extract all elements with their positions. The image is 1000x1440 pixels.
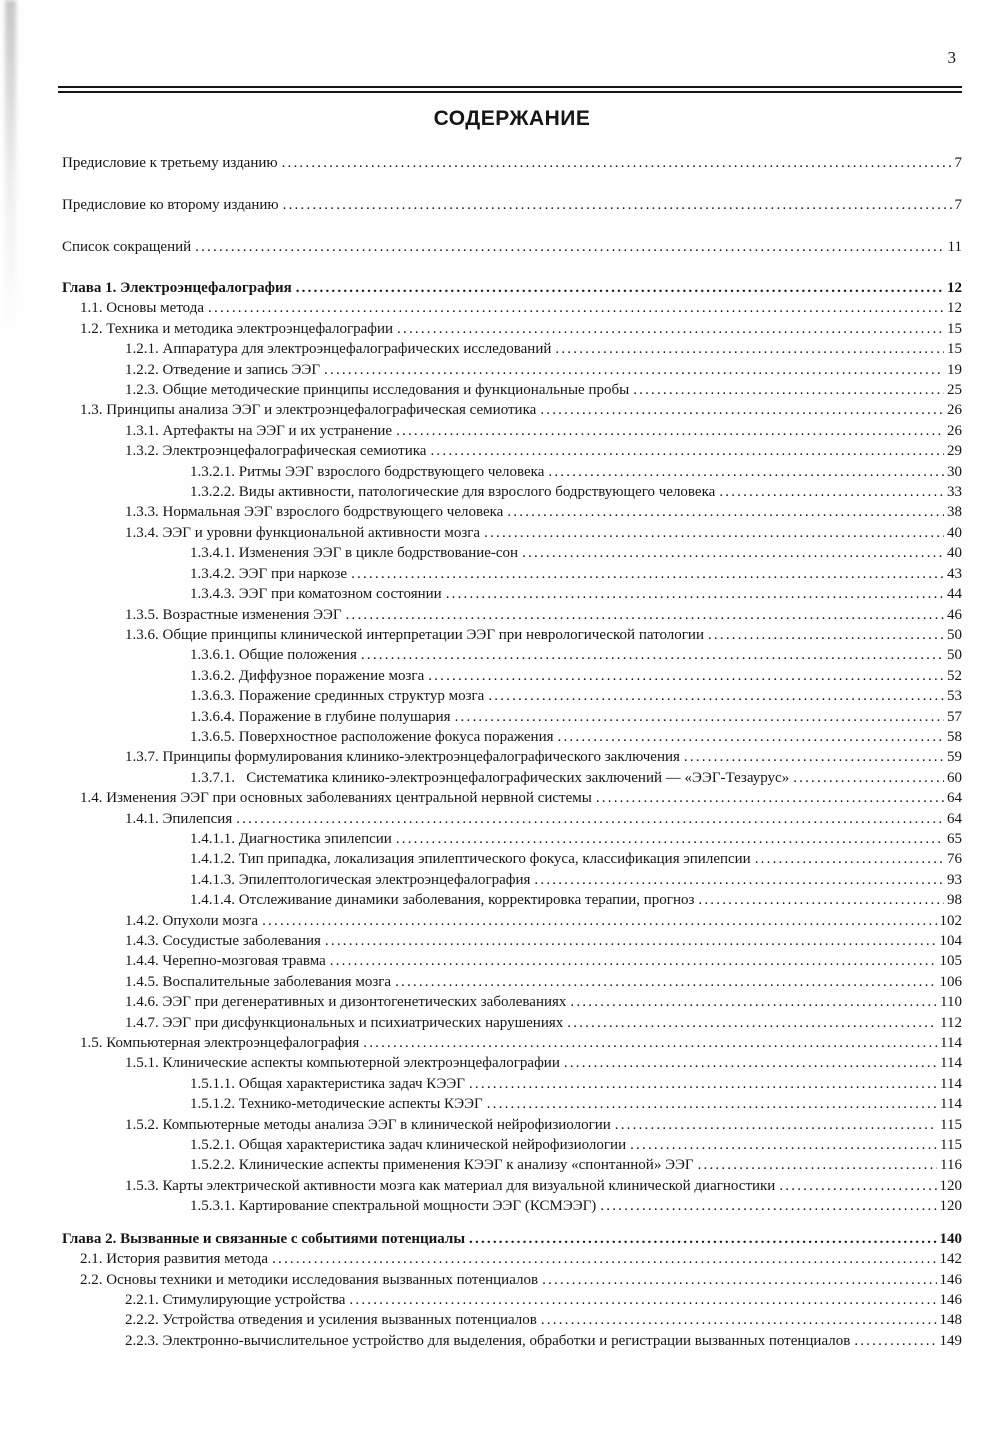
- toc-entry: [62, 380, 962, 400]
- toc-entry-label: 1.3.4.3. ЭЭГ при коматозном состоянии: [190, 586, 442, 603]
- toc-entry-page: 76: [947, 851, 962, 868]
- toc-entry-label: Глава 1. Электроэнцефалография: [62, 280, 292, 296]
- dot-leader: [779, 1176, 936, 1196]
- toc-entry-label: 1.4.1.1. Диагностика эпилепсии: [190, 830, 392, 847]
- dot-leader: [600, 1196, 936, 1216]
- chapter-heading: [62, 278, 962, 298]
- toc-entry-label: 1.4.7. ЭЭГ при дисфункциональных и психиатрических нарушениях: [125, 1014, 564, 1031]
- toc-entry-label: 1.4.1.4. Отслеживание динамики заболевания, корректировка терапии, прогноз: [190, 892, 695, 909]
- toc-entry-page: 146: [939, 1291, 962, 1308]
- toc-entry: [62, 605, 962, 625]
- toc-entry: [62, 298, 962, 318]
- toc-entry: [62, 951, 962, 971]
- toc-entry-label: 1.3.5. Возрастные изменения ЭЭГ: [125, 606, 342, 623]
- toc-entry-page: 46: [947, 606, 962, 623]
- dot-leader: [615, 1115, 937, 1135]
- toc-entry-page: 120: [939, 1198, 962, 1215]
- toc-entry-label: 2.2.3. Электронно-вычислительное устройство для выделения, обработки и регистрации вызванных потенциалов: [125, 1332, 851, 1349]
- toc-entry-page: 38: [947, 504, 962, 521]
- toc-entry-page: 116: [940, 1157, 962, 1174]
- toc-entry-page: 19: [947, 361, 962, 378]
- toc-entry: [62, 727, 962, 747]
- toc-entry-page: 44: [947, 586, 962, 603]
- dot-leader: [325, 931, 937, 951]
- toc-entry: [62, 707, 962, 727]
- dot-leader: [236, 809, 944, 829]
- toc-entry: [62, 1033, 962, 1053]
- toc-entry: [62, 1196, 962, 1216]
- toc-entry-label: 1.4.4. Черепно-мозговая травма: [125, 953, 326, 970]
- toc-entry-page: 114: [940, 1096, 962, 1113]
- toc-entry-page: 146: [939, 1271, 962, 1288]
- toc-entry-label: 1.3.2.1. Ритмы ЭЭГ взрослого бодрствующего человека: [190, 463, 545, 480]
- dot-leader: [363, 1033, 937, 1053]
- toc-entry-label: 1.3.6.3. Поражение срединных структур мозга: [190, 688, 485, 705]
- toc-entry-page: 65: [947, 830, 962, 847]
- toc-entry-page: 50: [947, 626, 962, 643]
- toc-entry: [62, 584, 962, 604]
- toc-entry: [62, 1074, 962, 1094]
- toc-entry: [62, 849, 962, 869]
- toc-entry: [62, 502, 962, 522]
- dot-leader: [395, 972, 936, 992]
- dot-leader: [567, 1013, 937, 1033]
- toc-entry-page: 26: [947, 402, 962, 419]
- dot-leader: [396, 829, 944, 849]
- toc-entry: [62, 1135, 962, 1155]
- toc-entry-label: 1.3.6. Общие принципы клинической интерпретации ЭЭГ при неврологической патологии: [125, 626, 704, 643]
- toc-entry-page: 60: [947, 769, 962, 786]
- toc-entry-page: 59: [947, 749, 962, 766]
- toc-entry: [62, 1115, 962, 1135]
- toc-entry-label: 1.5.1.2. Технико-методические аспекты КЭЭГ: [190, 1096, 483, 1113]
- toc-entry-page: 102: [939, 912, 962, 929]
- dot-leader: [684, 747, 944, 767]
- dot-leader: [793, 768, 944, 788]
- dot-leader: [596, 788, 944, 808]
- dot-leader: [282, 152, 952, 174]
- dot-leader: [548, 462, 944, 482]
- toc-entry-page: 53: [947, 688, 962, 705]
- dot-leader: [698, 1155, 937, 1175]
- toc-entry: [62, 768, 962, 788]
- toc-entry-label: Предисловие ко второму изданию: [62, 197, 279, 213]
- toc-entry-label: 1.5.3. Карты электрической активности мозга как материал для визуальной клинической диагностики: [125, 1177, 776, 1194]
- toc-entry-label: 1.5.3.1. Картирование спектральной мощности ЭЭГ (КСМЭЭГ): [190, 1198, 597, 1215]
- toc-entry-label: 1.5.2.1. Общая характеристика задач клинической нейрофизиологии: [190, 1137, 627, 1154]
- toc-entry-page: 58: [947, 728, 962, 745]
- toc-entry-label: 1.3.6.5. Поверхностное расположение фокуса поражения: [190, 728, 554, 745]
- toc-entry: [62, 462, 962, 482]
- toc-entry: [62, 339, 962, 359]
- toc-content: [62, 0, 962, 1351]
- toc-entry-page: 114: [940, 1035, 962, 1052]
- toc-entry-page: 40: [947, 524, 962, 541]
- toc-entry-label: 1.3.4.2. ЭЭГ при наркозе: [190, 565, 348, 582]
- toc-entry-label: 1.4.2. Опухоли мозга: [125, 912, 259, 929]
- dot-leader: [446, 584, 944, 604]
- dot-leader: [430, 441, 944, 461]
- toc-entry: [62, 992, 962, 1012]
- toc-entry: [62, 890, 962, 910]
- front-matter-list: [62, 152, 962, 258]
- toc-entry-label: Список сокращений: [62, 239, 192, 255]
- toc-entry: [62, 1053, 962, 1073]
- dot-leader: [272, 1249, 936, 1269]
- toc-entry: [62, 747, 962, 767]
- toc-entry-label: 1.3.6.4. Поражение в глубине полушария: [190, 708, 451, 725]
- toc-entry-label: 1.4.5. Воспалительные заболевания мозга: [125, 973, 392, 990]
- dot-leader: [349, 1290, 936, 1310]
- toc-entry: [62, 1094, 962, 1114]
- dot-leader: [633, 380, 944, 400]
- toc-entry: [62, 360, 962, 380]
- toc-entry-label: 1.2.1. Аппаратура для электроэнцефалографических исследований: [125, 341, 552, 358]
- toc-entry: [62, 543, 962, 563]
- toc-entry-page: 98: [947, 892, 962, 909]
- toc-entry-page: 115: [940, 1116, 962, 1133]
- dot-leader: [507, 502, 944, 522]
- dot-leader: [522, 543, 944, 563]
- dot-leader: [719, 482, 944, 502]
- toc-entry-label: 1.5. Компьютерная электроэнцефалография: [80, 1035, 360, 1052]
- dot-leader: [346, 605, 944, 625]
- toc-entry-label: 2.2. Основы техники и методики исследования вызванных потенциалов: [80, 1271, 539, 1288]
- toc-entry-page: 149: [939, 1332, 962, 1349]
- toc-entry-page: 105: [939, 953, 962, 970]
- toc-entry-page: 93: [947, 871, 962, 888]
- toc-entry: [62, 829, 962, 849]
- toc-entry: [62, 441, 962, 461]
- dot-leader: [397, 319, 944, 339]
- dot-leader: [487, 1094, 937, 1114]
- toc-entry-page: 15: [947, 341, 962, 358]
- dot-leader: [540, 400, 944, 420]
- toc-entry: [62, 788, 962, 808]
- page-number: 3: [947, 48, 956, 67]
- toc-entry-label: 1.3.2. Электроэнцефалографическая семиотика: [125, 443, 427, 460]
- dot-leader: [469, 1074, 937, 1094]
- toc-entry: [62, 1013, 962, 1033]
- chapter-heading: [62, 1229, 962, 1249]
- toc-entry-label: 1.3.7. Принципы формулирования клинико-электроэнцефалографического заключения: [125, 749, 680, 766]
- toc-entry-label: 1.4.6. ЭЭГ при дегенеративных и дизонтогенетических заболеваниях: [125, 994, 567, 1011]
- dot-leader: [296, 278, 944, 298]
- toc-entry: [62, 911, 962, 931]
- toc-entry-label: 1.3.6.1. Общие положения: [190, 647, 357, 664]
- toc-entry-page: 52: [947, 667, 962, 684]
- toc-entry-label: 1.3.6.2. Диффузное поражение мозга: [190, 667, 425, 684]
- front-matter-entry: [62, 236, 962, 258]
- dot-leader: [542, 1270, 936, 1290]
- toc-entry-page: 29: [947, 443, 962, 460]
- toc-entry: [62, 523, 962, 543]
- toc-entry-page: 114: [940, 1055, 962, 1072]
- toc-entry: [62, 1155, 962, 1175]
- dot-leader: [455, 707, 944, 727]
- toc-entry: [62, 319, 962, 339]
- toc-entry-label: 1.3. Принципы анализа ЭЭГ и электроэнцефалографическая семиотика: [80, 402, 537, 419]
- chapters-list: [62, 278, 962, 1351]
- toc-entry-label: 1.5.1.1. Общая характеристика задач КЭЭГ: [190, 1075, 465, 1092]
- toc-entry-page: 26: [947, 422, 962, 439]
- toc-entry-label: 1.5.2. Компьютерные методы анализа ЭЭГ в клинической нейрофизиологии: [125, 1116, 611, 1133]
- toc-entry-page: 25: [947, 382, 962, 399]
- scan-edge-artifact: [5, 0, 16, 330]
- toc-entry-page: 11: [947, 239, 962, 255]
- toc-entry-label: 1.3.1. Артефакты на ЭЭГ и их устранение: [125, 422, 393, 439]
- toc-entry: [62, 482, 962, 502]
- toc-entry-page: 104: [939, 933, 962, 949]
- toc-entry: [62, 1331, 962, 1351]
- toc-entry-page: 64: [947, 790, 962, 807]
- dot-leader: [630, 1135, 937, 1155]
- toc-entry-page: 43: [947, 565, 962, 582]
- toc-entry-label: 1.4. Изменения ЭЭГ при основных заболеваниях центральной нервной системы: [80, 790, 592, 807]
- toc-entry-page: 120: [939, 1177, 962, 1194]
- toc-entry: [62, 564, 962, 584]
- dot-leader: [351, 564, 944, 584]
- dot-leader: [262, 911, 936, 931]
- toc-entry: [62, 1310, 962, 1330]
- dot-leader: [541, 1310, 937, 1330]
- toc-entry: [62, 972, 962, 992]
- dot-leader: [698, 890, 944, 910]
- toc-entry-label: 1.3.7.1. Систематика клинико-электроэнцефалографических заключений — «ЭЭГ-Тезаурус»: [190, 769, 790, 786]
- dot-leader: [361, 645, 944, 665]
- toc-entry-label: 1.2.2. Отведение и запись ЭЭГ: [125, 361, 321, 378]
- toc-entry-label: 2.2.1. Стимулирующие устройства: [125, 1291, 346, 1308]
- toc-entry-label: 2.2.2. Устройства отведения и усиления вызванных потенциалов: [125, 1312, 537, 1329]
- toc-entry-page: 142: [939, 1251, 962, 1268]
- toc-entry: [62, 666, 962, 686]
- toc-entry: [62, 1249, 962, 1269]
- toc-entry-label: Глава 2. Вызванные и связанные с событиями потенциалы: [62, 1230, 466, 1247]
- toc-entry: [62, 870, 962, 890]
- toc-entry-label: 1.4.3. Сосудистые заболевания: [125, 933, 321, 949]
- toc-entry-label: 1.2. Техника и методика электроэнцефалографии: [80, 320, 394, 337]
- toc-entry: [62, 400, 962, 420]
- dot-leader: [755, 849, 944, 869]
- dot-leader: [558, 727, 944, 747]
- toc-entry-page: 7: [954, 197, 962, 213]
- toc-entry-label: 1.2.3. Общие методические принципы исследования и функциональные пробы: [125, 382, 630, 399]
- toc-entry: [62, 931, 962, 951]
- dot-leader: [330, 951, 937, 971]
- toc-entry-label: 1.1. Основы метода: [80, 300, 205, 317]
- dot-leader: [208, 298, 944, 318]
- toc-entry-label: 1.3.2.2. Виды активности, патологические для взрослого бодрствующего человека: [190, 484, 716, 501]
- toc-entry-label: 1.4.1. Эпилепсия: [125, 810, 233, 827]
- toc-entry: [62, 1176, 962, 1196]
- dot-leader: [324, 360, 944, 380]
- toc-entry-page: 106: [939, 973, 962, 990]
- toc-entry-page: 50: [947, 647, 962, 664]
- dot-leader: [534, 870, 944, 890]
- front-matter-entry: [62, 194, 962, 216]
- toc-entry-page: 112: [940, 1014, 962, 1031]
- toc-entry: [62, 625, 962, 645]
- toc-entry: [62, 645, 962, 665]
- toc-entry-page: 114: [940, 1075, 962, 1092]
- toc-entry: [62, 421, 962, 441]
- toc-entry-page: 57: [947, 708, 962, 725]
- toc-entry-page: 30: [947, 463, 962, 480]
- dot-leader: [854, 1331, 936, 1351]
- toc-entry-page: 115: [940, 1137, 962, 1154]
- dot-leader: [570, 992, 937, 1012]
- toc-entry: [62, 686, 962, 706]
- toc-entry-label: 1.3.4.1. Изменения ЭЭГ в цикле бодрствование-сон: [190, 545, 519, 562]
- dot-leader: [428, 666, 944, 686]
- toc-entry-page: 7: [954, 155, 962, 171]
- toc-entry-label: 2.1. История развития метода: [80, 1251, 269, 1268]
- toc-entry-label: 1.4.1.3. Эпилептологическая электроэнцефалография: [190, 871, 531, 888]
- dot-leader: [708, 625, 944, 645]
- dot-leader: [283, 194, 952, 216]
- toc-entry-page: 12: [947, 280, 962, 296]
- toc-entry: [62, 1290, 962, 1310]
- toc-entry-page: 110: [940, 994, 962, 1011]
- dot-leader: [555, 339, 944, 359]
- toc-entry-page: 15: [947, 320, 962, 337]
- toc-entry: [62, 809, 962, 829]
- toc-entry-page: 12: [947, 300, 962, 317]
- dot-leader: [488, 686, 944, 706]
- toc-entry-label: 1.5.1. Клинические аспекты компьютерной электроэнцефалографии: [125, 1055, 560, 1072]
- dot-leader: [564, 1053, 937, 1073]
- dot-leader: [396, 421, 944, 441]
- toc-entry-label: Предисловие к третьему изданию: [62, 155, 278, 171]
- dot-leader: [469, 1229, 936, 1249]
- page-title: СОДЕРЖАНИЕ: [433, 107, 591, 130]
- toc-entry-page: 64: [947, 810, 962, 827]
- front-matter-entry: [62, 152, 962, 174]
- toc-entry-label: 1.5.2.2. Клинические аспекты применения КЭЭГ к анализу «спонтанной» ЭЭГ: [190, 1157, 694, 1174]
- toc-entry-label: 1.4.1.2. Тип припадка, локализация эпилептического фокуса, классификация эпилепсии: [190, 851, 751, 868]
- header-rule: [58, 86, 962, 93]
- toc-entry-label: 1.3.3. Нормальная ЭЭГ взрослого бодрствующего человека: [125, 504, 504, 521]
- toc-entry: [62, 1270, 962, 1290]
- toc-entry-label: 1.3.4. ЭЭГ и уровни функциональной активности мозга: [125, 524, 481, 541]
- dot-leader: [484, 523, 944, 543]
- toc-entry-page: 33: [947, 484, 962, 501]
- dot-leader: [195, 236, 944, 258]
- toc-entry-page: 40: [947, 545, 962, 562]
- toc-entry-page: 148: [939, 1312, 962, 1329]
- toc-entry-page: 140: [939, 1230, 962, 1247]
